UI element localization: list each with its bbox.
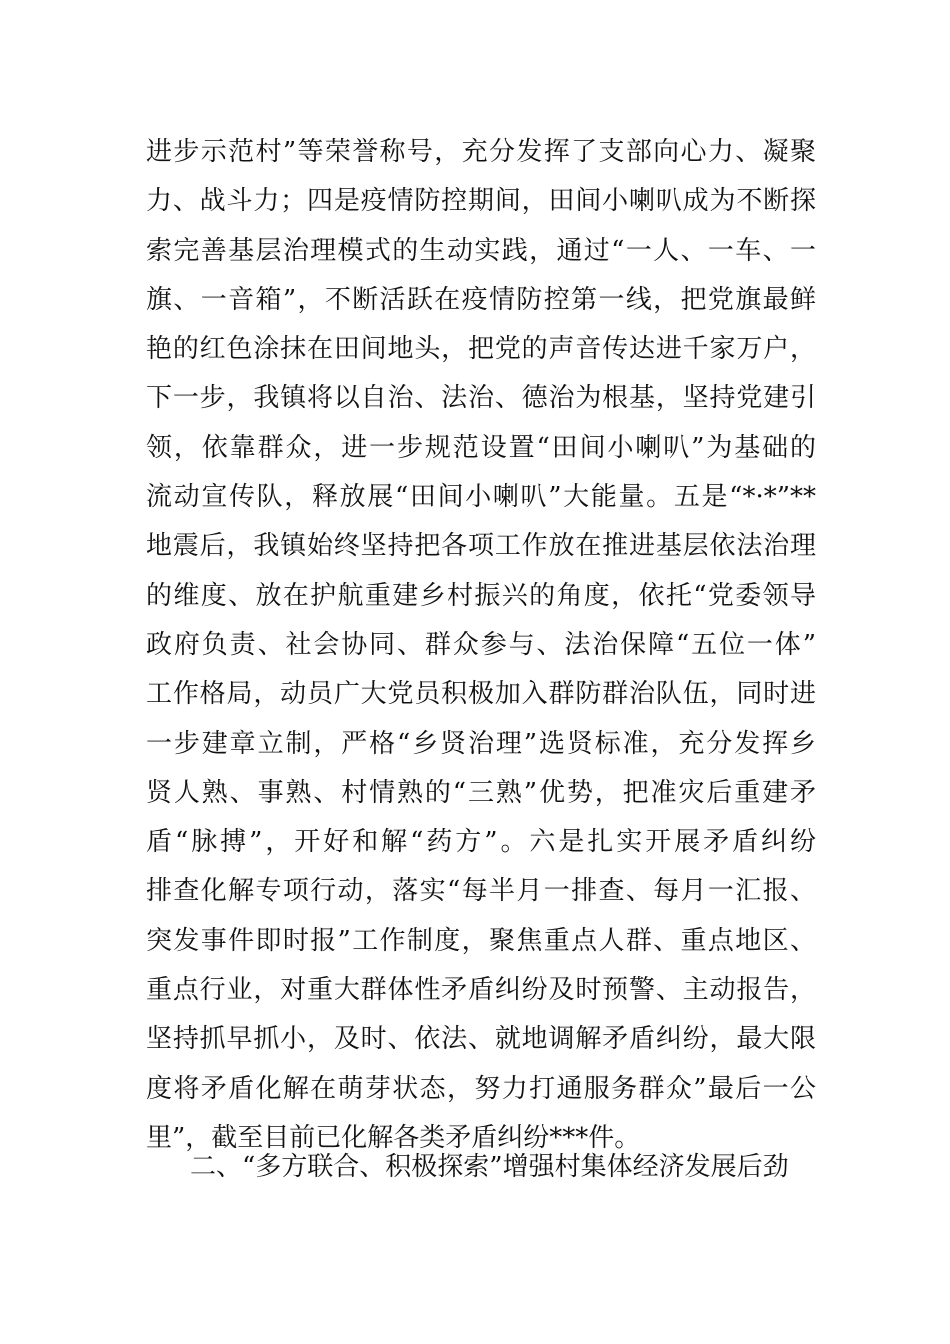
- text-line: 排查化解专项行动，落实“每半月一排查、每月一汇报、: [146, 876, 816, 907]
- text-line: 领，依靠群众，进一步规范设置“田间小喇叭”为基础的: [146, 432, 816, 463]
- text-line: 一步建章立制，严格“乡贤治理”选贤标准，充分发挥乡: [146, 728, 816, 759]
- text-line: 坚持抓早抓小，及时、依法、就地调解矛盾纠纷，最大限: [146, 1024, 816, 1055]
- text-line: 重点行业，对重大群体性矛盾纠纷及时预警、主动报告，: [146, 975, 816, 1006]
- body-paragraph: [146, 128, 816, 1163]
- text-line: 索完善基层治理模式的生动实践，通过“一人、一车、一: [146, 235, 816, 266]
- text-line: 盾“脉搏”，开好和解“药方”。六是扎实开展矛盾纠纷: [146, 827, 816, 858]
- text-line: 突发事件即时报”工作制度，聚焦重点人群、重点地区、: [146, 925, 816, 956]
- text-line: 工作格局，动员广大党员积极加入群防群治队伍，同时进: [146, 679, 816, 710]
- text-line: 下一步，我镇将以自治、法治、德治为根基，坚持党建引: [146, 383, 816, 414]
- text-line: 的维度、放在护航重建乡村振兴的角度，依托“党委领导: [146, 580, 816, 611]
- text-line: 流动宣传队，释放展“田间小喇叭”大能量。五是“*·*”**: [146, 482, 816, 513]
- text-line: 艳的红色涂抹在田间地头，把党的声音传达进千家万户，: [146, 334, 816, 365]
- text-line: 进步示范村”等荣誉称号，充分发挥了支部向心力、凝聚: [146, 137, 816, 167]
- text-line: 力、战斗力；四是疫情防控期间，田间小喇叭成为不断探: [146, 186, 816, 217]
- text-line: 贤人熟、事熟、村情熟的“三熟”优势，把准灾后重建矛: [146, 777, 816, 808]
- text-line: 旗、一音箱”，不断活跃在疫情防控第一线，把党旗最鲜: [146, 284, 816, 315]
- text-line: 地震后，我镇始终坚持把各项工作放在推进基层依法治理: [146, 531, 816, 562]
- text-line: 度将矛盾化解在萌芽状态，努力打通服务群众”最后一公: [146, 1073, 816, 1104]
- section-heading: 二、“多方联合、积极探索”增强村集体经济发展后劲: [190, 1152, 789, 1182]
- text-line: 政府负责、社会协同、群众参与、法治保障“五位一体”: [146, 629, 816, 660]
- text-line-last: 里”，截至目前已化解各类矛盾纠纷***件。: [146, 1122, 641, 1153]
